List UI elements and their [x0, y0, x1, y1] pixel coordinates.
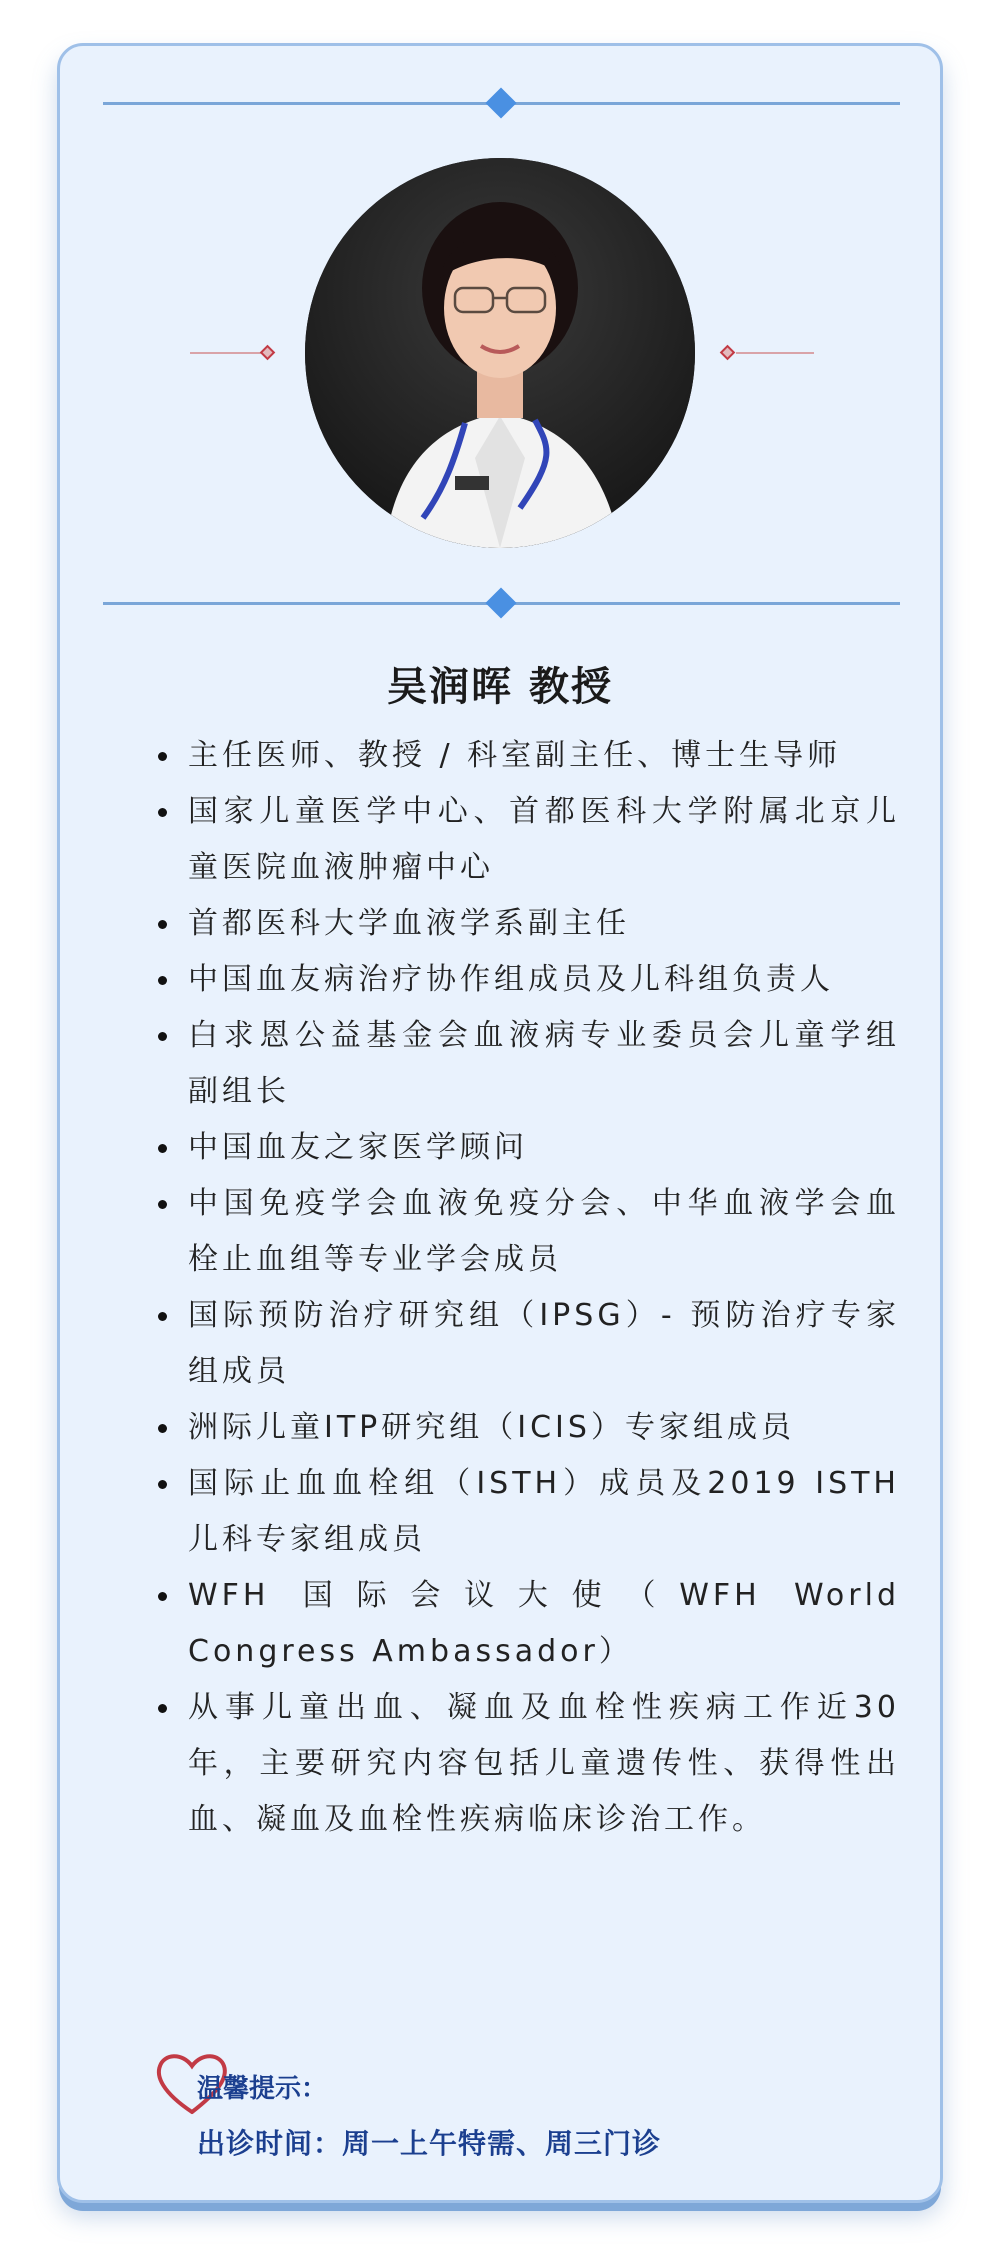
portrait-image: [305, 158, 695, 548]
bio-item: 中国血友之家医学顾问: [150, 1120, 900, 1176]
right-ornament: [722, 346, 817, 360]
clinic-schedule: 出诊时间：周一上午特需、周三门诊: [197, 2127, 662, 2160]
left-ornament: [190, 346, 280, 360]
bio-item: 中国免疫学会血液免疫分会、中华血液学会血栓止血组等专业学会成员: [150, 1176, 900, 1288]
bio-list: [150, 728, 900, 1848]
doctor-portrait: [305, 158, 695, 548]
bio-item: 中国血友病治疗协作组成员及儿科组负责人: [150, 952, 900, 1008]
bio-item: 国家儿童医学中心、首都医科大学附属北京儿童医院血液肿瘤中心: [150, 784, 900, 896]
bio-item: 洲际儿童ITP研究组（ICIS）专家组成员: [150, 1400, 900, 1456]
bio-item: 首都医科大学血液学系副主任: [150, 896, 900, 952]
bio-item: 主任医师、教授 / 科室副主任、博士生导师: [150, 728, 900, 784]
doctor-name: 吴润晖 教授: [387, 664, 613, 710]
bio-item: 国际止血血栓组（ISTH）成员及2019 ISTH儿科专家组成员: [150, 1456, 900, 1568]
bio-item: WFH 国际会议大使（WFH World Congress Ambassador）: [150, 1568, 900, 1680]
tip-title: 温馨提示：: [197, 2074, 328, 2104]
bio-item: 国际预防治疗研究组（IPSG）- 预防治疗专家组成员: [150, 1288, 900, 1400]
bio-item: 从事儿童出血、凝血及血栓性疾病工作近30年，主要研究内容包括儿童遗传性、获得性出血、凝血及血栓性疾病临床诊治工作。: [150, 1680, 900, 1848]
bio-item: 白求恩公益基金会血液病专业委员会儿童学组副组长: [150, 1008, 900, 1120]
